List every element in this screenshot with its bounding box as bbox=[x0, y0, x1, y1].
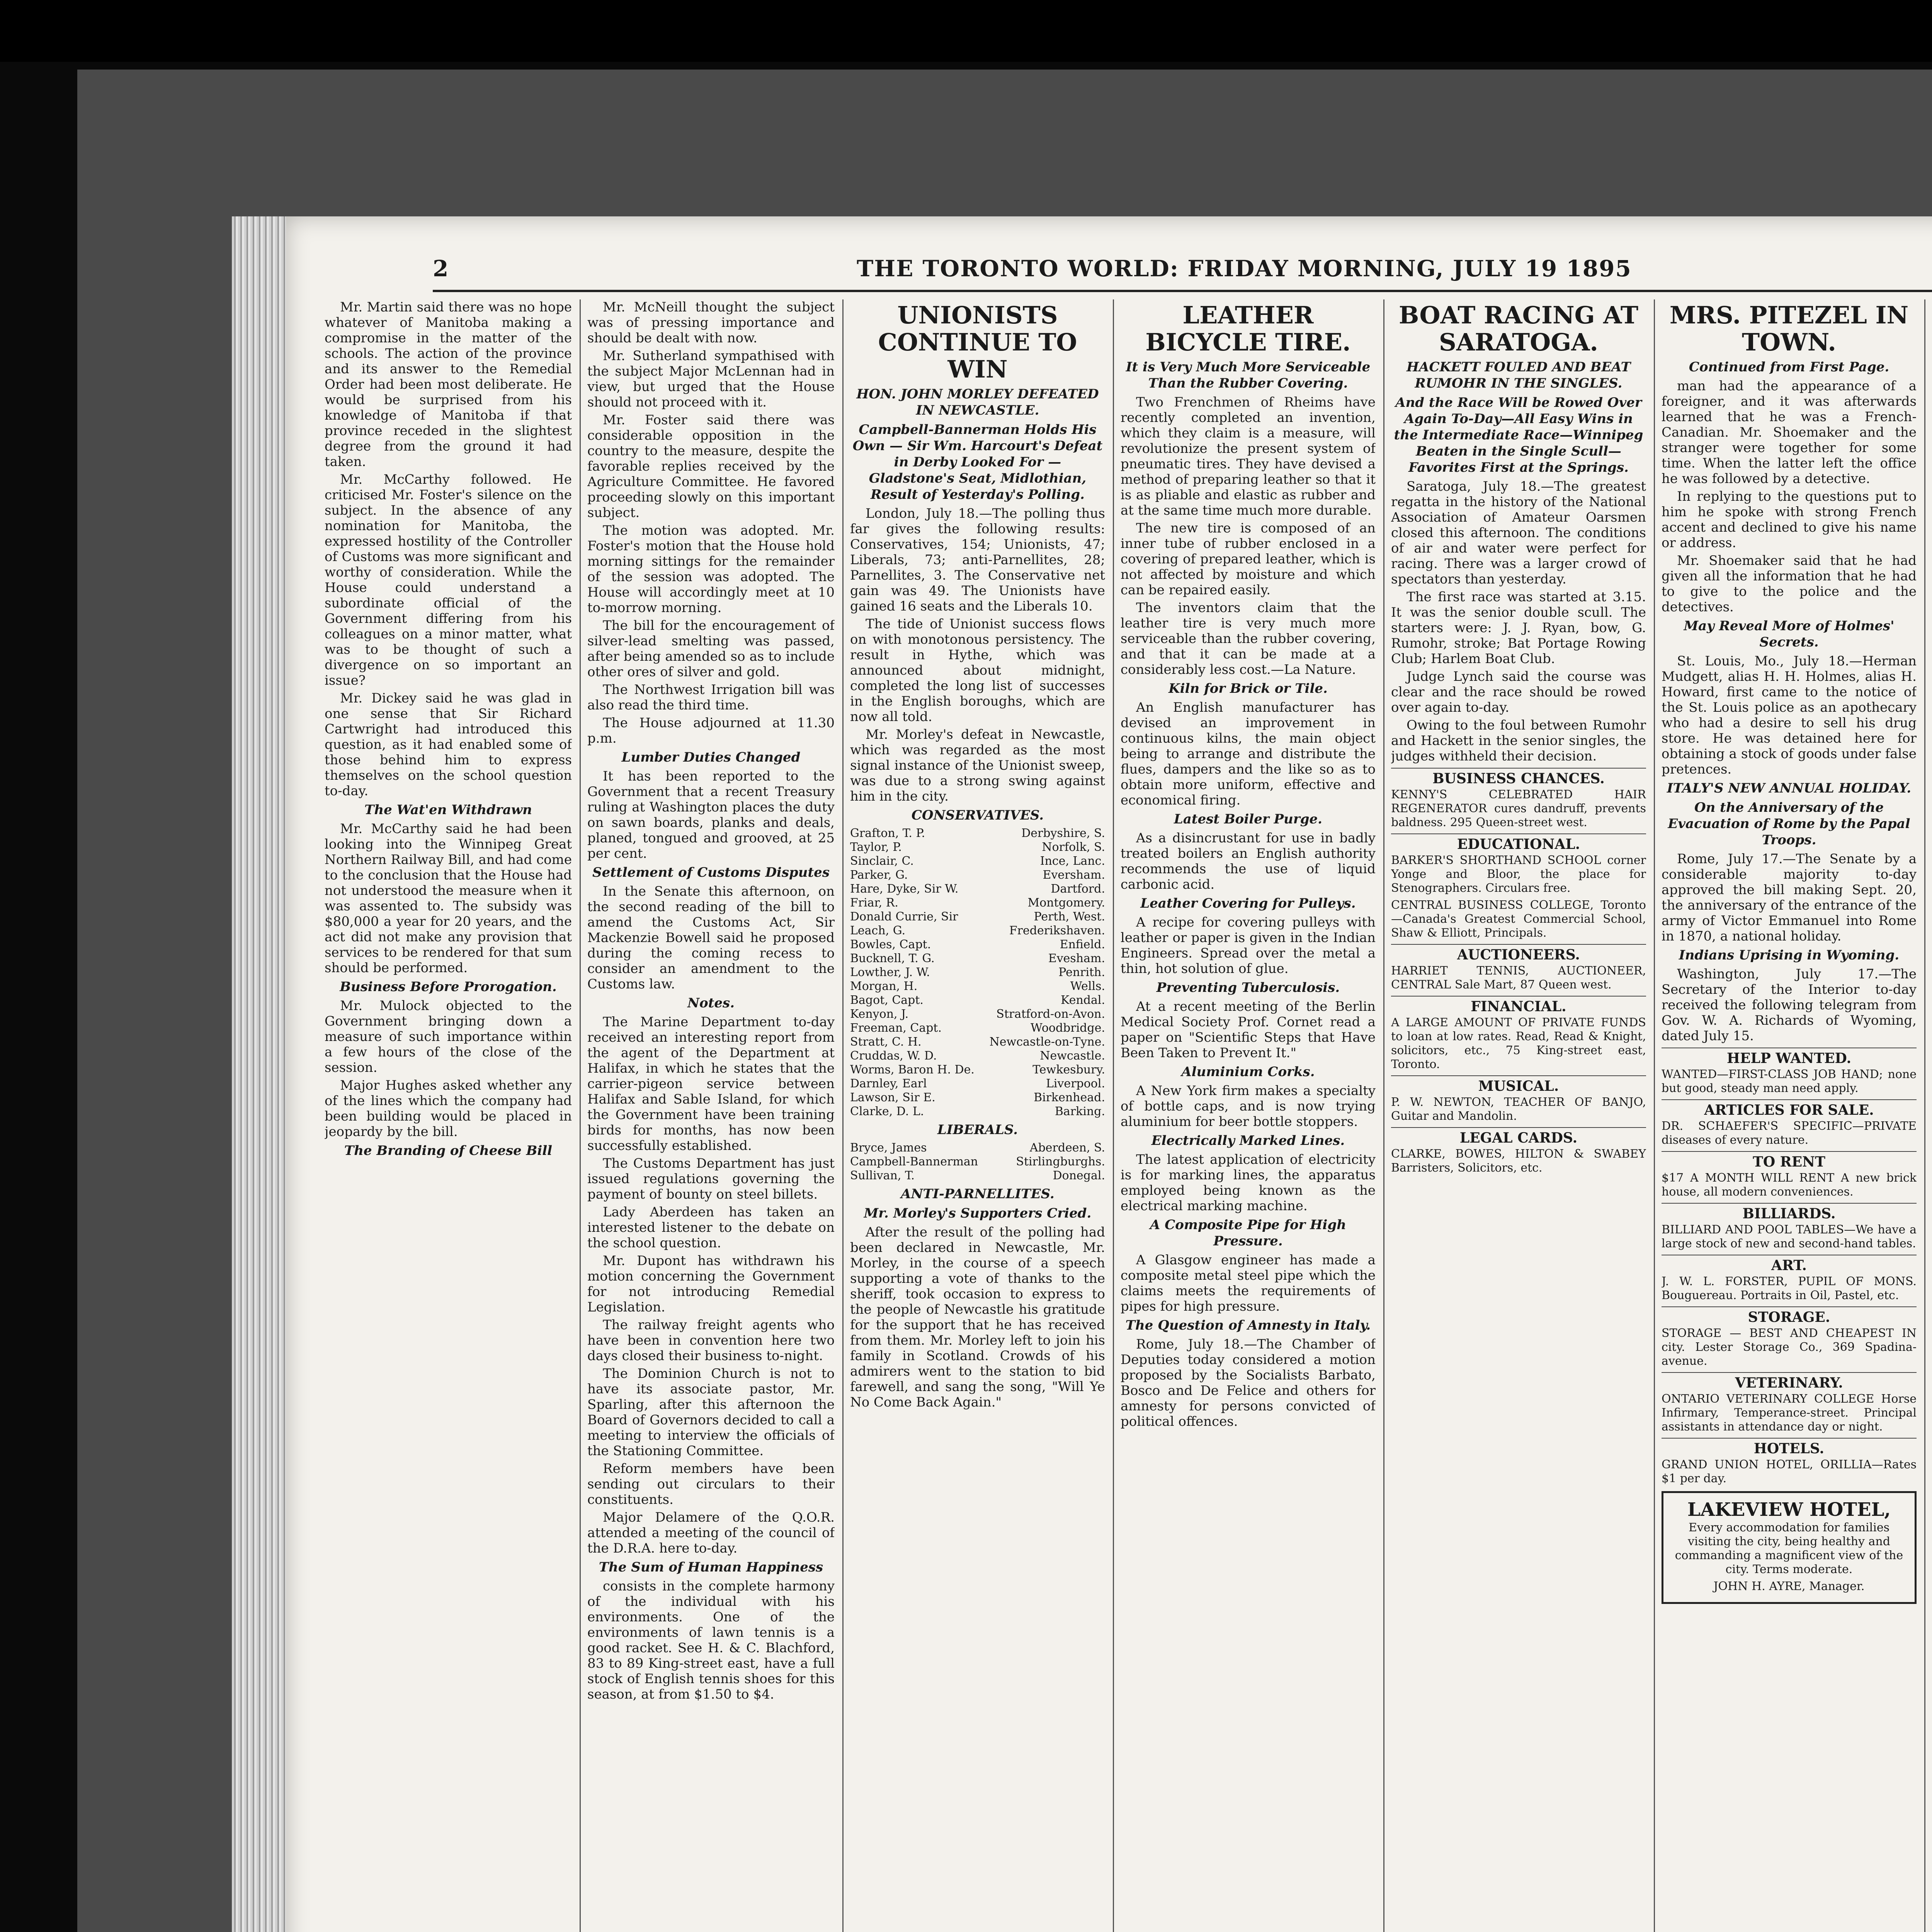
result-row: Lowther, J. W. Penrith. bbox=[850, 966, 1105, 979]
section-subhead: Leather Covering for Pulleys. bbox=[1140, 896, 1356, 911]
classified-ad: BARKER'S SHORTHAND SCHOOL corner Yonge and Bloor, the place for Stenographers. Circulars free. bbox=[1391, 854, 1646, 895]
article-paragraph: The Marine Department to-day received an interesting report from the agent of the Department at Halifax, in which he states that the carrier-pigeon service between Halifax and Sable Island, for which the Government have been training birds for months, has now been successfully established. bbox=[587, 1014, 835, 1153]
lakeview-hotel-manager: JOHN H. AYRE, Manager. bbox=[1713, 1580, 1865, 1593]
article-paragraph: consists in the complete harmony of the individual with his environments. One of the environments of lawn tennis is a good racket. See H. & C. Blachford, 83 to 89 King-street east, have a full stock of English tennis shoes for this season, at from $1.50 to $4. bbox=[587, 1578, 835, 1702]
classified-heading: HOTELS. bbox=[1662, 1438, 1917, 1456]
article-paragraph: London, July 18.—The polling thus far gives the following results: Conservatives, 154; Unionists, 47; Liberals, 73; anti-Parnellites, 28; Parnellites, 3. The Conservative net gain was 49. The Unionists have gained 16 seats and the Liberals 10. bbox=[850, 506, 1105, 614]
book-binding bbox=[232, 216, 290, 1932]
article-headline: UNIONISTS CONTINUE TO WIN bbox=[878, 301, 1077, 383]
classified-heading: ART. bbox=[1662, 1255, 1917, 1273]
classified-ad: P. W. NEWTON, TEACHER OF BANJO, Guitar and Mandolin. bbox=[1391, 1095, 1646, 1123]
article-paragraph: Saratoga, July 18.—The greatest regatta in the history of the National Association of Amateur Oarsmen closed this afternoon. The conditions of air and water were perfect for racing. There was a larger crowd of spectators than yesterday. bbox=[1391, 479, 1646, 587]
article-paragraph: Mr. Mulock objected to the Government bringing down a measure of such importance within a few hours of the close of the session. bbox=[325, 998, 572, 1075]
article-paragraph: Mr. Dickey said he was glad in one sense that Sir Richard Cartwright had introduced this question, as it had enabled some of those behind him to express themselves on the school question to-day. bbox=[325, 690, 572, 799]
article-paragraph: Major Hughes asked whether any of the lines which the company had been building would be placed in jeopardy by the bill. bbox=[325, 1078, 572, 1139]
classified-heading: BUSINESS CHANCES. bbox=[1391, 768, 1646, 786]
result-row: Parker, G. Eversham. bbox=[850, 868, 1105, 882]
article-paragraph: At a recent meeting of the Berlin Medical Society Prof. Cornet read a paper on "Scientific Steps that Have Been Taken to Prevent It." bbox=[1121, 999, 1376, 1061]
article-paragraph: Mr. Shoemaker said that he had given all the information that he had to give to the police and the detectives. bbox=[1662, 553, 1917, 615]
article-paragraph: A Glasgow engineer has made a composite metal steel pipe which the claims meets the requirements of pipes for high pressure. bbox=[1121, 1252, 1376, 1314]
article-deck: Campbell-Bannerman Holds His Own — Sir Wm. Harcourt's Defeat in Derby Looked For — Gladstone's Seat, Midlothian, Result of Yesterday's Polling. bbox=[852, 422, 1103, 502]
column-3 bbox=[850, 299, 1105, 1932]
section-subhead: The Sum of Human Happiness bbox=[599, 1560, 823, 1575]
section-subhead: Lumber Duties Changed bbox=[621, 750, 801, 765]
column-rule bbox=[1654, 299, 1655, 1932]
result-row: Grafton, T. P. Derbyshire, S. bbox=[850, 827, 1105, 840]
article-paragraph: Lady Aberdeen has taken an interested listener to the debate on the school question. bbox=[587, 1204, 835, 1251]
section-subhead: Business Before Prorogation. bbox=[340, 979, 557, 995]
article-paragraph: The latest application of electricity is for marking lines, the apparatus employed being known as the electrical marking machine. bbox=[1121, 1152, 1376, 1214]
result-row: Freeman, Capt. Woodbridge. bbox=[850, 1021, 1105, 1035]
classified-ad: DR. SCHAEFER'S SPECIFIC—PRIVATE diseases of every nature. bbox=[1662, 1119, 1917, 1147]
result-row: Donald Currie, Sir Perth, West. bbox=[850, 910, 1105, 923]
result-row: Bryce, James Aberdeen, S. bbox=[850, 1141, 1105, 1155]
article-paragraph: Reform members have been sending out circulars to their constituents. bbox=[587, 1461, 835, 1507]
column-6 bbox=[1662, 299, 1917, 1932]
classified-heading: LEGAL CARDS. bbox=[1391, 1127, 1646, 1146]
section-subhead: Mr. Morley's Supporters Cried. bbox=[864, 1206, 1092, 1221]
section-subhead: Indians Uprising in Wyoming. bbox=[1679, 947, 1900, 963]
result-row: Sinclair, C. Ince, Lanc. bbox=[850, 854, 1105, 868]
column-rule bbox=[842, 299, 844, 1932]
classified-heading: FINANCIAL. bbox=[1391, 996, 1646, 1014]
classified-ad: $17 A MONTH WILL RENT A new brick house, all modern conveniences. bbox=[1662, 1171, 1917, 1199]
lakeview-hotel-text: Every accommodation for families visiting the city, being healthy and commanding a magnificent view of the city. Terms moderate. bbox=[1675, 1521, 1903, 1576]
article-paragraph: A New York firm makes a specialty of bottle caps, and is now trying aluminium for beer bottle stoppers. bbox=[1121, 1083, 1376, 1129]
article-paragraph: In replying to the questions put to him he spoke with strong French accent and declined to give his name or address. bbox=[1662, 489, 1917, 551]
article-paragraph: Rome, July 17.—The Senate by a considerable majority to-day approved the bill making Sept. 20, the anniversary of the entrance of the army of Victor Emmanuel into Rome in 1870, a national holiday. bbox=[1662, 851, 1917, 944]
article-deck: On the Anniversary of the Evacuation of Rome by the Papal Troops. bbox=[1668, 800, 1910, 848]
classified-ad: BILLIARD AND POOL TABLES—We have a large stock of new and second-hand tables. bbox=[1662, 1223, 1917, 1250]
article-headline: LEATHER BICYCLE TIRE. bbox=[1145, 301, 1351, 356]
result-row: Friar, R. Montgomery. bbox=[850, 896, 1105, 910]
classified-heading: EDUCATIONAL. bbox=[1391, 833, 1646, 852]
article-paragraph: The Dominion Church is not to have its associate pastor, Mr. Sparling, after this afternoon the Board of Governors decided to call a meeting to interview the officials of the Stationing Committee. bbox=[587, 1366, 835, 1459]
article-paragraph: An English manufacturer has devised an improvement in continuous kilns, the main object being to arrange and distribute the flues, dampers and the like so as to obtain more uniform, effective and economical firing. bbox=[1121, 700, 1376, 808]
result-row: Campbell-Bannerman Stirlingburghs. bbox=[850, 1155, 1105, 1168]
article-deck: It is Very Much More Serviceable Than the Rubber Covering. bbox=[1126, 359, 1371, 391]
section-subhead: Aluminium Corks. bbox=[1181, 1064, 1315, 1080]
article-paragraph: The Northwest Irrigation bill was also read the third time. bbox=[587, 682, 835, 713]
article-paragraph: Mr. Foster said there was considerable opposition in the country to the measure, despite the favorable replies received by the Agriculture Committee. He favored proceeding slowly on this important subject. bbox=[587, 412, 835, 520]
column-rule bbox=[1383, 299, 1384, 1932]
lakeview-hotel-ad bbox=[1662, 1491, 1917, 1604]
election-results bbox=[850, 1141, 1105, 1183]
article-paragraph: Mr. McNeill thought the subject was of pressing importance and should be dealt with now. bbox=[587, 299, 835, 346]
article-paragraph: Mr. Morley's defeat in Newcastle, which was regarded as the most signal instance of the Unionist sweep, was due to a strong swing against him in the city. bbox=[850, 727, 1105, 804]
article-paragraph: After the result of the polling had been declared in Newcastle, Mr. Morley, in the course of a speech supporting a vote of thanks to the sheriff, took occasion to express to the people of Newcastle his gratitude for the support that he has received from them. Mr. Morley left to join his family in Scotland. Crowds of his admirers went to the station to bid farewell, and sang the song, "Will Ye No Come Back Again." bbox=[850, 1225, 1105, 1410]
article-paragraph: Mr. Sutherland sympathised with the subject Major McLennan had in view, but urged that the House should not proceed with it. bbox=[587, 348, 835, 410]
column-rule bbox=[580, 299, 581, 1932]
article-paragraph: The railway freight agents who have been in convention here two days closed their business to-night. bbox=[587, 1317, 835, 1364]
article-paragraph: It has been reported to the Government that a recent Treasury ruling at Washington places the duty on sawn boards, planks and deals, planed, tongued and grooved, at 25 per cent. bbox=[587, 769, 835, 861]
article-paragraph: The bill for the encouragement of silver-lead smelting was passed, after being amended so as to include other ores of silver and gold. bbox=[587, 618, 835, 680]
column-1 bbox=[325, 299, 572, 1932]
article-paragraph: Judge Lynch said the course was clear and the race should be rowed over again to-day. bbox=[1391, 669, 1646, 715]
section-subhead: The Branding of Cheese Bill bbox=[344, 1143, 553, 1158]
result-row: Worms, Baron H. De. Tewkesbury. bbox=[850, 1063, 1105, 1077]
article-paragraph: The tide of Unionist success flows on with monotonous persistency. The result in Hythe, which was announced about midnight, completed the long list of successes in the English boroughs, which are now all told. bbox=[850, 616, 1105, 724]
classified-ad: A LARGE AMOUNT OF PRIVATE FUNDS to loan at low rates. Read, Read & Knight, solicitors, etc., 75 King-street east, Toronto. bbox=[1391, 1016, 1646, 1071]
article-paragraph: Mr. McCarthy said he had been looking into the Winnipeg Great Northern Railway Bill, and had come to the conclusion that the House had not understood the measure when it was assented to. The subsidy was $80,000 a year for 20 years, and the act did not make any provision that services to be rendered for that sum should be performed. bbox=[325, 821, 572, 976]
section-subhead: ITALY'S NEW ANNUAL HOLIDAY. bbox=[1667, 781, 1912, 796]
classified-ad: KENNY'S CELEBRATED HAIR REGENERATOR cures dandruff, prevents baldness. 295 Queen-street west. bbox=[1391, 788, 1646, 829]
results-heading: CONSERVATIVES. bbox=[911, 808, 1044, 823]
article-paragraph: Mr. Dupont has withdrawn his motion concerning the Government for not introducing Remedial Legislation. bbox=[587, 1253, 835, 1315]
article-paragraph: Major Delamere of the Q.O.R. attended a meeting of the council of the D.R.A. here to-day. bbox=[587, 1510, 835, 1556]
article-paragraph: The inventors claim that the leather tire is very much more serviceable than the rubber covering, and that it can be made at a considerably less cost.—La Nature. bbox=[1121, 600, 1376, 677]
column-rule bbox=[1113, 299, 1114, 1932]
article-paragraph: Mr. Martin said there was no hope whatever of Manitoba making a compromise in the matter of the schools. The action of the province and its answer to the Remedial Order had been most deliberate. He would be surprised from his knowledge of Manitoba if that province receded in the slightest degree from the ground it had taken. bbox=[325, 299, 572, 469]
result-row: Stratt, C. H. Newcastle-on-Tyne. bbox=[850, 1035, 1105, 1049]
article-paragraph: The motion was adopted. Mr. Foster's motion that the House hold morning sittings for the remainder of the session was adopted. The House will accordingly meet at 10 to-morrow morning. bbox=[587, 523, 835, 616]
scanner-backdrop-top bbox=[0, 0, 1932, 62]
column-5 bbox=[1391, 299, 1646, 1932]
results-heading: ANTI-PARNELLITES. bbox=[901, 1186, 1054, 1202]
article-deck: HACKETT FOULED AND BEAT RUMOHR IN THE SINGLES. bbox=[1406, 359, 1631, 391]
article-paragraph: The first race was started at 3.15. It was the senior double scull. The starters were: J. J. Ryan, bow, G. Rumohr, stroke; Bat Portage Rowing Club; Harlem Boat Club. bbox=[1391, 589, 1646, 667]
masthead-rule bbox=[433, 290, 1932, 292]
classified-heading: BILLIARDS. bbox=[1662, 1203, 1917, 1221]
classified-ad: J. W. L. FORSTER, PUPIL OF MONS. Bouguereau. Portraits in Oil, Pastel, etc. bbox=[1662, 1275, 1917, 1302]
article-paragraph: The Customs Department has just issued regulations governing the payment of bounty on steel billets. bbox=[587, 1156, 835, 1202]
lakeview-hotel-name: LAKEVIEW HOTEL, bbox=[1687, 1499, 1891, 1520]
classified-ad: HARRIET TENNIS, AUCTIONEER, CENTRAL Sale Mart, 87 Queen west. bbox=[1391, 964, 1646, 992]
classified-heading: MUSICAL. bbox=[1391, 1075, 1646, 1094]
result-row: Bowles, Capt. Enfield. bbox=[850, 938, 1105, 951]
article-paragraph: Mr. McCarthy followed. He criticised Mr. Foster's silence on the subject. In the absence of any nomination for Manitoba, the expressed hostility of the Controller of Customs was more significant and worthy of consideration. While the House could understand a subordinate official of the Government differing from his colleagues on a minor matter, what was to be thought of such a divergence on so important an issue? bbox=[325, 472, 572, 688]
section-subhead: May Reveal More of Holmes' Secrets. bbox=[1684, 618, 1895, 650]
classified-heading: VETERINARY. bbox=[1662, 1372, 1917, 1391]
column-rule bbox=[1924, 299, 1925, 1932]
result-row: Darnley, Earl Liverpool. bbox=[850, 1077, 1105, 1090]
column-2 bbox=[587, 299, 835, 1932]
article-paragraph: Washington, July 17.—The Secretary of the Interior to-day received the following telegram from Gov. W. A. Richards of Wyoming, dated July 15. bbox=[1662, 966, 1917, 1044]
classified-ad: STORAGE — BEST AND CHEAPEST IN city. Lester Storage Co., 369 Spadina-avenue. bbox=[1662, 1327, 1917, 1368]
classified-heading: AUCTIONEERS. bbox=[1391, 944, 1646, 963]
section-subhead: Latest Boiler Purge. bbox=[1173, 811, 1323, 827]
article-paragraph: man had the appearance of a foreigner, and it was afterwards learned that he was a French-Canadian. Mr. Shoemaker and the stranger were together for some time. When the latter left the office he was followed by a detective. bbox=[1662, 378, 1917, 486]
result-row: Hare, Dyke, Sir W. Dartford. bbox=[850, 882, 1105, 896]
article-paragraph: As a disincrustant for use in badly treated boilers an English authority recommends the use of liquid carbonic acid. bbox=[1121, 830, 1376, 892]
classified-ad: CENTRAL BUSINESS COLLEGE, Toronto—Canada's Greatest Commercial School, Shaw & Elliott, Principals. bbox=[1391, 898, 1646, 940]
article-paragraph: The new tire is composed of an inner tube of rubber enclosed in a covering of prepared leather, which is not affected by moisture and which can be repaired easily. bbox=[1121, 520, 1376, 598]
result-row: Sullivan, T. Donegal. bbox=[850, 1169, 1105, 1182]
section-subhead: Notes. bbox=[687, 995, 735, 1011]
result-row: Leach, G. Frederikshaven. bbox=[850, 924, 1105, 937]
classified-ad: CLARKE, BOWES, HILTON & SWABEY Barristers, Solicitors, etc. bbox=[1391, 1147, 1646, 1175]
article-headline: BOAT RACING AT SARATOGA. bbox=[1398, 301, 1639, 356]
article-paragraph: Two Frenchmen of Rheims have recently completed an invention, which they claim is a measure, will revolutionize the present system of pneumatic tires. They have devised a method of preparing leather so that it is as pliable and elastic as rubber and at the same time much more durable. bbox=[1121, 395, 1376, 518]
election-results bbox=[850, 827, 1105, 1119]
page-number: 2 bbox=[433, 255, 449, 282]
result-row: Lawson, Sir E. Birkenhead. bbox=[850, 1091, 1105, 1104]
page-title: THE TORONTO WORLD: FRIDAY MORNING, JULY 19 1895 bbox=[857, 255, 1632, 282]
article-paragraph: St. Louis, Mo., July 18.—Herman Mudgett, alias H. H. Holmes, alias H. Howard, first came to the notice of the St. Louis police as an apothecary who had a desire to sell his drug store. He was detained here for obtaining a stock of goods under false pretences. bbox=[1662, 653, 1917, 777]
result-row: Cruddas, W. D. Newcastle. bbox=[850, 1049, 1105, 1063]
article-deck: HON. JOHN MORLEY DEFEATED IN NEWCASTLE. bbox=[856, 386, 1099, 418]
classified-ad: GRAND UNION HOTEL, ORILLIA—Rates $1 per day. bbox=[1662, 1458, 1917, 1485]
article-deck: Continued from First Page. bbox=[1689, 359, 1889, 375]
article-paragraph: In the Senate this afternoon, on the second reading of the bill to amend the Customs Act, Sir Mackenzie Bowell said he proposed during the coming recess to consider an amendment to the Customs law. bbox=[587, 884, 835, 992]
result-row: Clarke, D. L. Barking. bbox=[850, 1105, 1105, 1118]
classified-heading: TO RENT bbox=[1662, 1151, 1917, 1170]
section-subhead: A Composite Pipe for High Pressure. bbox=[1150, 1217, 1346, 1249]
classified-ad: ONTARIO VETERINARY COLLEGE Horse Infirmary, Temperance-street. Principal assistants in attendance day or night. bbox=[1662, 1392, 1917, 1434]
column-4 bbox=[1121, 299, 1376, 1932]
classified-heading: STORAGE. bbox=[1662, 1306, 1917, 1325]
result-row: Taylor, P. Norfolk, S. bbox=[850, 840, 1105, 854]
result-row: Bucknell, T. G. Evesham. bbox=[850, 952, 1105, 965]
section-subhead: The Question of Amnesty in Italy. bbox=[1125, 1318, 1371, 1333]
article-paragraph: The House adjourned at 11.30 p.m. bbox=[587, 715, 835, 746]
result-row: Morgan, H. Wells. bbox=[850, 980, 1105, 993]
masthead bbox=[433, 251, 1932, 286]
classified-ad: WANTED—FIRST-CLASS JOB HAND; none but good, steady man need apply. bbox=[1662, 1068, 1917, 1095]
article-paragraph: A recipe for covering pulleys with leather or paper is given in the Indian Engineers. Spread over the metal a thin, hot solution of glue. bbox=[1121, 915, 1376, 976]
section-subhead: The Wat'en Withdrawn bbox=[364, 802, 532, 818]
result-row: Bagot, Capt. Kendal. bbox=[850, 993, 1105, 1007]
article-paragraph: Rome, July 18.—The Chamber of Deputies today considered a motion proposed by the Socialists Barbato, Bosco and De Felice and others for amnesty for persons convicted of political offences. bbox=[1121, 1337, 1376, 1429]
section-subhead: Kiln for Brick or Tile. bbox=[1168, 681, 1328, 696]
results-heading: LIBERALS. bbox=[937, 1122, 1018, 1138]
result-row: Kenyon, J. Stratford-on-Avon. bbox=[850, 1007, 1105, 1021]
section-subhead: Settlement of Customs Disputes bbox=[592, 865, 830, 880]
classified-heading: ARTICLES FOR SALE. bbox=[1662, 1099, 1917, 1118]
section-subhead: Electrically Marked Lines. bbox=[1151, 1133, 1345, 1148]
article-paragraph: Owing to the foul between Rumohr and Hackett in the senior singles, the judges withheld their decision. bbox=[1391, 718, 1646, 764]
article-headline: MRS. PITEZEL IN TOWN. bbox=[1669, 301, 1909, 356]
newspaper-page bbox=[286, 216, 1932, 1932]
classified-heading: HELP WANTED. bbox=[1662, 1048, 1917, 1066]
section-subhead: Preventing Tuberculosis. bbox=[1156, 980, 1340, 995]
article-deck: And the Race Will be Rowed Over Again To-Day—All Easy Wins in the Intermediate Race—Winnipeg Beaten in the Single Scull—Favorites First at the Springs. bbox=[1394, 395, 1643, 475]
